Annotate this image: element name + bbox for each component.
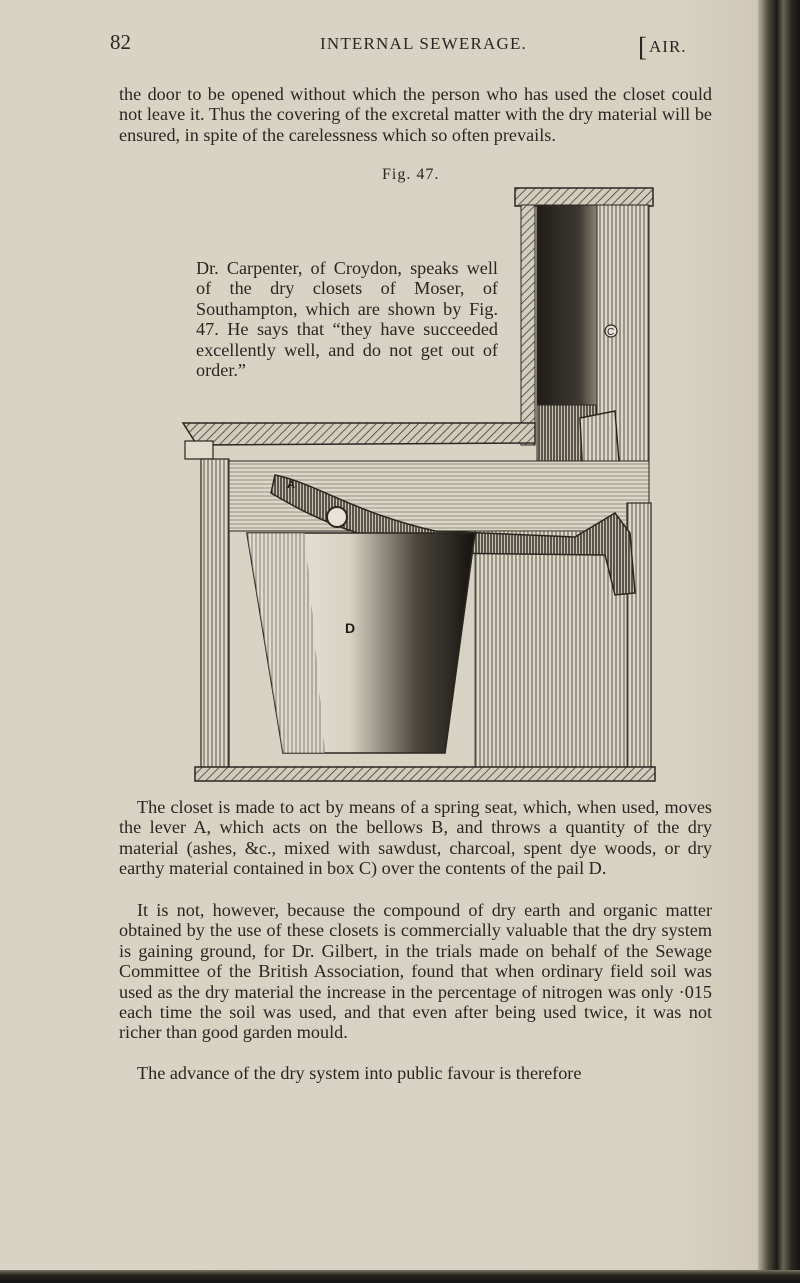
seat-top bbox=[183, 423, 535, 445]
paragraph-closet-mechanism: The closet is made to act by means of a spring seat, which, when used, moves the lever A, which acts on the bellows B, and throws a quantity of the dry material (ashes, &c., mixed with sawdust, charcoal, spent dye woods, or dry earthy material contained in box C) over the contents of the pail D. bbox=[119, 797, 712, 879]
label-c: C bbox=[607, 327, 615, 338]
running-title: INTERNAL SEWERAGE. bbox=[320, 34, 527, 53]
scan-bottom-edge bbox=[0, 1270, 800, 1283]
paragraph-continuation: the door to be opened without which the person who has used the closet could not leave it. Thus the covering of the excretal matter with the dry material will be ensured, in spite of the carelessness which so often prevails. bbox=[119, 84, 712, 145]
page-number: 82 bbox=[110, 30, 131, 54]
lever-a-pivot bbox=[327, 507, 347, 527]
box-c-contents bbox=[537, 205, 597, 405]
section-label: AIR. bbox=[649, 37, 687, 56]
figure-caption: Fig. 47. bbox=[382, 166, 440, 183]
running-section bbox=[638, 32, 687, 63]
floor-base bbox=[195, 767, 655, 781]
section-bracket: [ bbox=[638, 32, 648, 62]
paragraph-dry-system: It is not, however, because the compound of dry earth and organic matter obtained by the use of these closets is commercially valuable that the dry system is gaining ground, for Dr. Gilbert, in the trials made on behalf of the Sewage Committee of the British Association, found that when ordinary field soil was used as the dry material the increase in the percentage of nitrogen was only ·015 each time the soil was used, and that even after being used twice, it was not richer than good garden mould. bbox=[119, 900, 712, 1043]
seat-front-edge bbox=[185, 441, 213, 459]
label-a: A bbox=[287, 479, 295, 491]
cabinet-left-wall bbox=[201, 459, 229, 769]
running-header bbox=[110, 30, 710, 60]
box-c-top-cap bbox=[515, 188, 653, 206]
cabinet-inner-fill bbox=[475, 531, 627, 769]
paragraph-advance: The advance of the dry system into public favour is therefore bbox=[137, 1063, 582, 1083]
paragraph-dr-carpenter: Dr. Carpenter, of Croydon, speaks well of the dry closets of Moser, of Southampton, which are shown by Fig. 47. He says that “they have succeeded excellently well, and do not get out of order.” bbox=[196, 258, 498, 381]
label-d: D bbox=[345, 620, 356, 636]
box-c-outer-wall bbox=[521, 205, 535, 445]
book-spine-edge bbox=[758, 0, 800, 1283]
